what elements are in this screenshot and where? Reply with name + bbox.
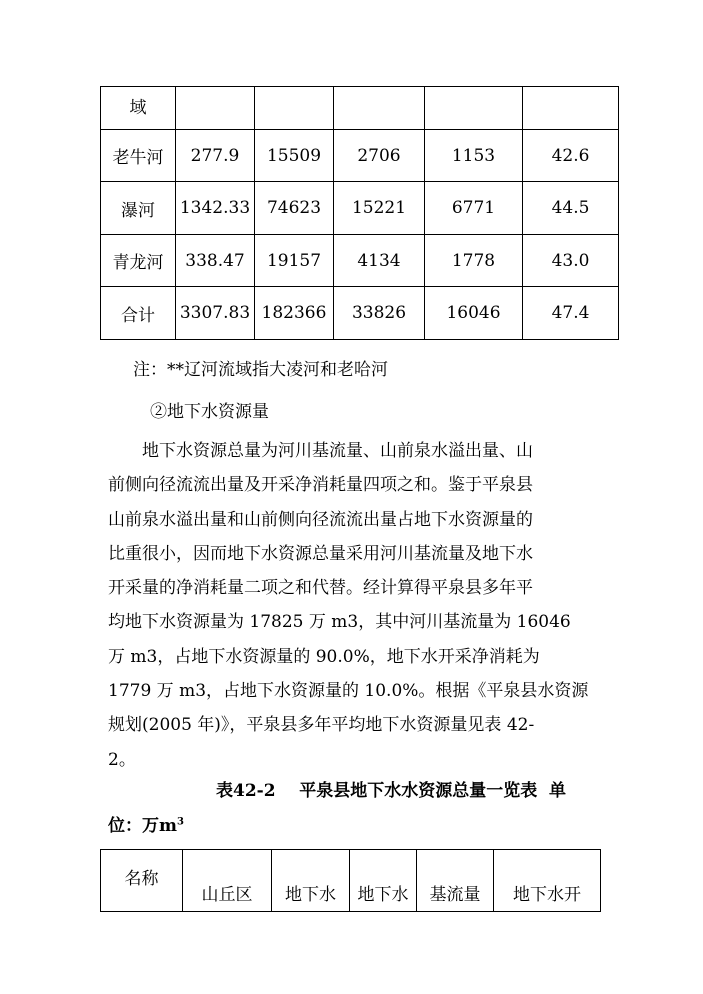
table-caption-unit — [108, 811, 184, 836]
paragraph-line: 开采量的净消耗量二项之和代替。经计算得平泉县多年平 — [108, 578, 533, 599]
unit-superscript: 3 — [177, 816, 184, 828]
table-cell — [523, 87, 619, 130]
table-cell: 43.0 — [523, 235, 619, 287]
row-label: 老牛河 — [101, 130, 176, 182]
paragraph-line: 1779 万 m3，占地下水资源量的 10.0%。根据《平泉县水资源 — [108, 681, 589, 702]
table-header-row — [101, 850, 601, 912]
table-row — [101, 287, 619, 340]
column-header: 地下水开 — [494, 850, 601, 912]
table-caption: 表42-2 平泉县地下水水资源总量一览表 单 — [216, 781, 567, 801]
column-header: 地下水 — [272, 850, 350, 912]
column-header: 名称 — [101, 850, 183, 912]
table-cell: 1342.33 — [176, 182, 255, 235]
table-row — [101, 130, 619, 182]
row-label: 合计 — [101, 287, 176, 340]
table-cell — [176, 87, 255, 130]
groundwater-table-lower — [100, 849, 601, 912]
column-header: 山丘区 — [183, 850, 272, 912]
column-header: 基流量 — [417, 850, 494, 912]
table-cell: 74623 — [255, 182, 334, 235]
paragraph-line: 山前泉水溢出量和山前侧向径流流出量占地下水资源量的 — [108, 509, 533, 530]
table-cell: 182366 — [255, 287, 334, 340]
table-cell — [425, 87, 523, 130]
table-cell: 4134 — [334, 235, 425, 287]
table-row — [101, 235, 619, 287]
table-cell — [334, 87, 425, 130]
paragraph-line: 2。 — [108, 749, 136, 770]
table-cell: 47.4 — [523, 287, 619, 340]
table-cell: 15509 — [255, 130, 334, 182]
paragraph-line: 万 m3，占地下水资源量的 90.0%，地下水开采净消耗为 — [108, 646, 540, 667]
unit-text: 位：万m — [108, 816, 177, 836]
row-label: 域 — [101, 87, 176, 130]
paragraph-line: 均地下水资源量为 17825 万 m3，其中河川基流量为 16046 — [108, 612, 571, 633]
table-cell: 19157 — [255, 235, 334, 287]
table-row — [101, 87, 619, 130]
table-cell: 15221 — [334, 182, 425, 235]
table-cell: 6771 — [425, 182, 523, 235]
row-label: 瀑河 — [101, 182, 176, 235]
table-row — [101, 182, 619, 235]
table-cell: 3307.83 — [176, 287, 255, 340]
row-label: 青龙河 — [101, 235, 176, 287]
groundwater-table-upper — [100, 86, 619, 340]
table-cell: 33826 — [334, 287, 425, 340]
body-paragraph — [108, 434, 598, 777]
paragraph-line: 前侧向径流流出量及开采净消耗量四项之和。鉴于平泉县 — [108, 475, 533, 496]
column-header: 地下水 — [350, 850, 417, 912]
table-cell — [255, 87, 334, 130]
paragraph-line: 规划(2005 年)》，平泉县多年平均地下水资源量见表 42- — [108, 715, 535, 736]
table-cell: 1778 — [425, 235, 523, 287]
table-cell: 1153 — [425, 130, 523, 182]
table-note: 注：**辽河流域指大凌河和老哈河 — [133, 360, 388, 380]
table-cell: 42.6 — [523, 130, 619, 182]
table-cell: 16046 — [425, 287, 523, 340]
section-subheading: ②地下水资源量 — [150, 402, 269, 422]
paragraph-line: 比重很小，因而地下水资源总量采用河川基流量及地下水 — [108, 543, 533, 564]
table-cell: 2706 — [334, 130, 425, 182]
table-cell: 277.9 — [176, 130, 255, 182]
paragraph-line: 地下水资源总量为河川基流量、山前泉水溢出量、山 — [142, 441, 533, 461]
table-cell: 44.5 — [523, 182, 619, 235]
table-cell: 338.47 — [176, 235, 255, 287]
